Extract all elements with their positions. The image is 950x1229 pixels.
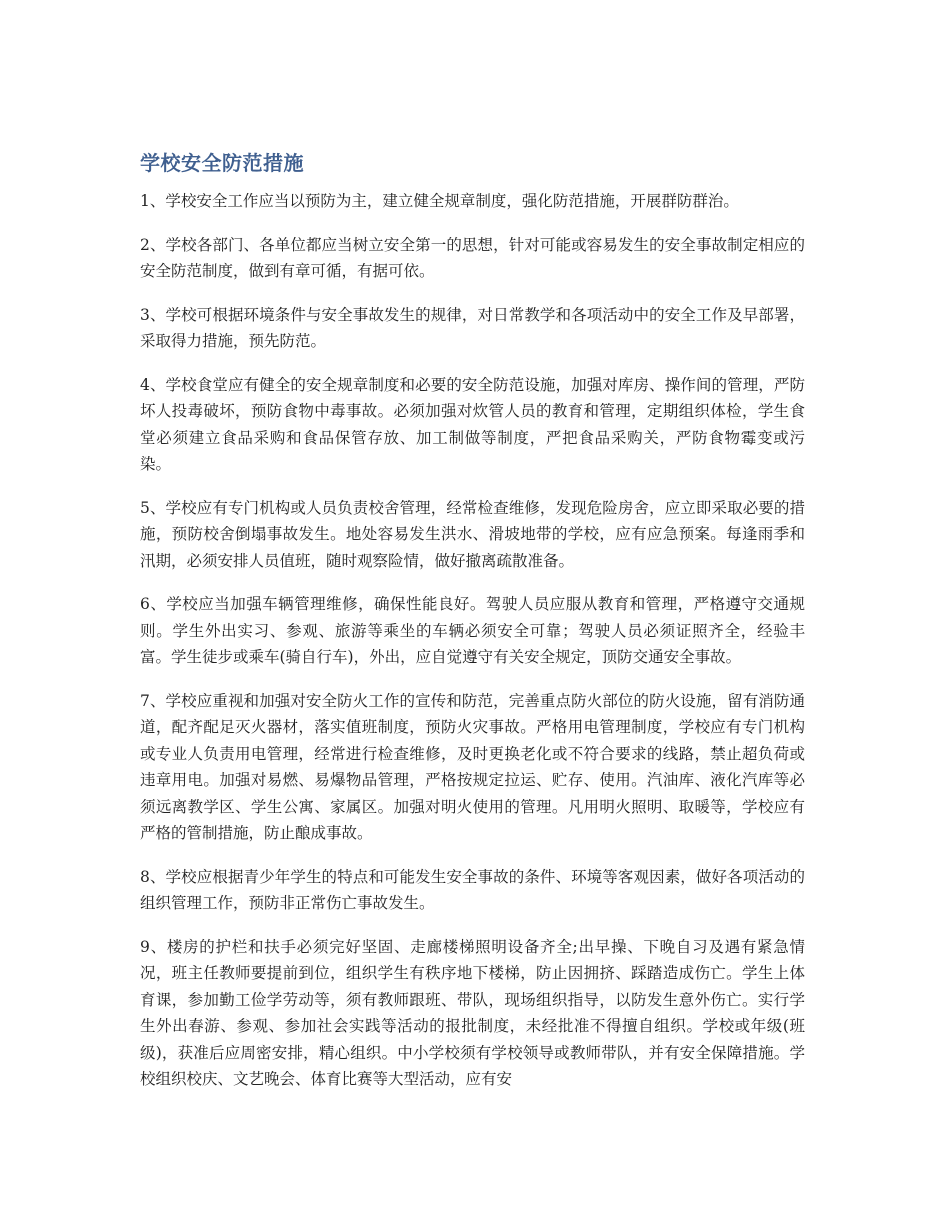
paragraph-8: 8、学校应根据青少年学生的特点和可能发生安全事故的条件、环境等客观因素，做好各项活动的组织管理工作，预防非正常伤亡事故发生。: [140, 867, 805, 912]
paragraph-7: 7、学校应重视和加强对安全防火工作的宣传和防范，完善重点防火部位的防火设施，留有消防通道，配齐配足灭火器材，落实值班制度，预防火灾事故。严格用电管理制度，学校应有专门机构或专业人负责用电管理，经常进行检查维修，及时更换老化或不符合要求的线路，禁止超负荷或违章用电。加强对易燃、易爆物品管理，严格按规定拉运、贮存、使用。汽油库、液化汽库等必须远离教学区、学生公寓、家属区。加强对明火使用的管理。凡用明火照明、取暖等，学校应有严格的管制措施，防止酿成事故。: [140, 691, 805, 842]
paragraph-1: 1、学校安全工作应当以预防为主，建立健全规章制度，强化防范措施，开展群防群治。: [140, 192, 739, 210]
paragraph-6: 6、学校应当加强车辆管理维修，确保性能良好。驾驶人员应服从教育和管理，严格遵守交通规则。学生外出实习、参观、旅游等乘坐的车辆必须安全可靠；驾驶人员必须证照齐全，经验丰富。学生徒步或乘车(骑自行车)，外出，应自觉遵守有关安全规定，顶防交通安全事故。: [140, 595, 805, 666]
paragraph-4: 4、学校食堂应有健全的安全规章制度和必要的安全防范设施，加强对库房、操作间的管理，严防坏人投毒破坏，预防食物中毒事故。必须加强对炊管人员的教育和管理，定期组织体检，学生食堂必须建立食品采购和食品保管存放、加工制做等制度，严把食品采购关，严防食物霉变或污染。: [140, 375, 805, 473]
paragraph-9: 9、楼房的护栏和扶手必须完好坚固、走廊楼梯照明设备齐全;出早操、下晚自习及遇有紧急情况，班主任教师要提前到位，组织学生有秩序地下楼梯，防止因拥挤、踩踏造成伤亡。学生上体育课，参加勤工俭学劳动等，须有教师跟班、带队，现场组织指导，以防发生意外伤亡。实行学生外出春游、参观、参加社会实践等活动的报批制度，未经批准不得擅自组织。学校或年级(班级)，获准后应周密安排，精心组织。中小学校须有学校领导或教师带队，并有安全保障措施。学校组织校庆、文艺晚会、体育比赛等大型活动，应有安: [140, 937, 805, 1088]
paragraph-2: 2、学校各部门、各单位都应当树立安全第一的思想，针对可能或容易发生的安全事故制定相应的安全防范制度，做到有章可循，有据可依。: [140, 235, 805, 280]
paragraph-5: 5、学校应有专门机构或人员负责校舍管理，经常检查维修，发现危险房舍，应立即采取必要的措施，预防校舍倒塌事故发生。地处容易发生洪水、滑坡地带的学校，应有应急预案。每逢雨季和汛期，必须安排人员值班，随时观察险情，做好撤离疏散准备。: [140, 498, 805, 570]
document-body: [140, 148, 805, 1110]
paragraph-3: 3、学校可根据环境条件与安全事故发生的规律，对日常教学和各项活动中的安全工作及早部署，采取得力措施，预先防范。: [140, 305, 805, 350]
document-title: 学校安全防范措施: [140, 151, 304, 175]
